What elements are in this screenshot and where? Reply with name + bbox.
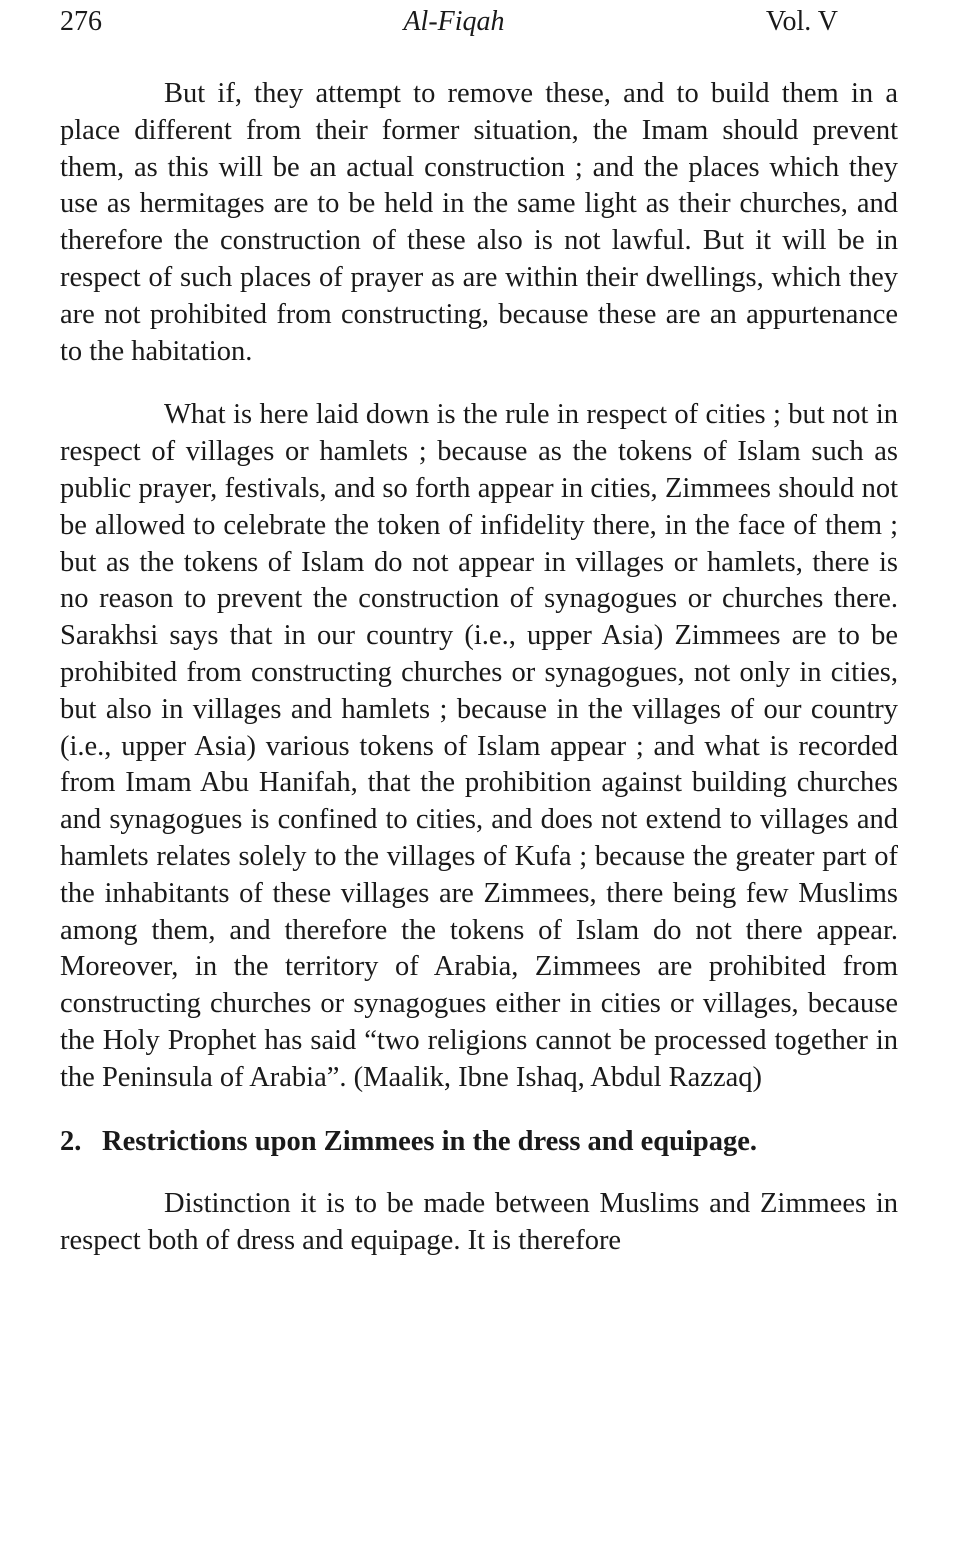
paragraph: What is here laid down is the rule in respect of cities ; but not in respect of villages or hamlets ; because as the tokens of Islam such as public prayer, festivals, and so forth appear in cities, Zimmees should not be allowed to celebrate the token of infidelity there, in the face of them ; but as the tokens of Islam do not appear in villages or hamlets, there is no reason to prevent the construction of synagogues or churches there. Sarakhsi says that in our country (i.e., upper Asia) Zimmees are to be prohibited from constructing churches or synagogues, not only in cities, but also in villages and hamlets ; because in the villages of our country (i.e., upper Asia) various tokens of Islam appear ; and what is recorded from Imam Abu Hanifah, that the prohibition against building churches and synagogues is confined to cities, and does not extend to villages and hamlets relates solely to the villages of Kufa ; because the greater part of the inhabitants of these villages are Zimmees, there being few Muslims among them, and therefore the tokens of Islam do not there appear. Moreover, in the territory of Arabia, Zimmees are prohibited from constructing churches or synagogues either in cities or villages, because the Holy Prophet has said “two religions cannot be processed together in the Peninsula of Arabia”. (Maalik, Ibne Ishaq, Abdul Razzaq) — [60, 399, 898, 1093]
section-heading — [60, 1124, 898, 1161]
section-number: 2. — [60, 1125, 82, 1157]
paragraph: But if, they attempt to remove these, and to build them in a place different from their former situation, the Imam should prevent them, as this will be an actual construction ; and the places which they use as hermitages are to be held in the same light as their churches, and therefore the construction of these also is not lawful. But it will be in respect of such places of prayer as are within their dwellings, which they are not prohibited from constructing, because these are an appurtenance to the habitation. — [60, 78, 898, 367]
page-header — [60, 2, 838, 42]
page-number: 276 — [60, 6, 102, 37]
running-title: Al-Fiqah — [403, 6, 505, 37]
volume-label: Vol. V — [765, 6, 838, 37]
paragraph: Distinction it is to be made between Muslims and Zimmees in respect both of dress and equipage. It is therefore — [60, 1188, 898, 1257]
page-body — [60, 76, 898, 1260]
section-title: Restrictions upon Zimmees in the dress and equipage. — [102, 1125, 758, 1157]
